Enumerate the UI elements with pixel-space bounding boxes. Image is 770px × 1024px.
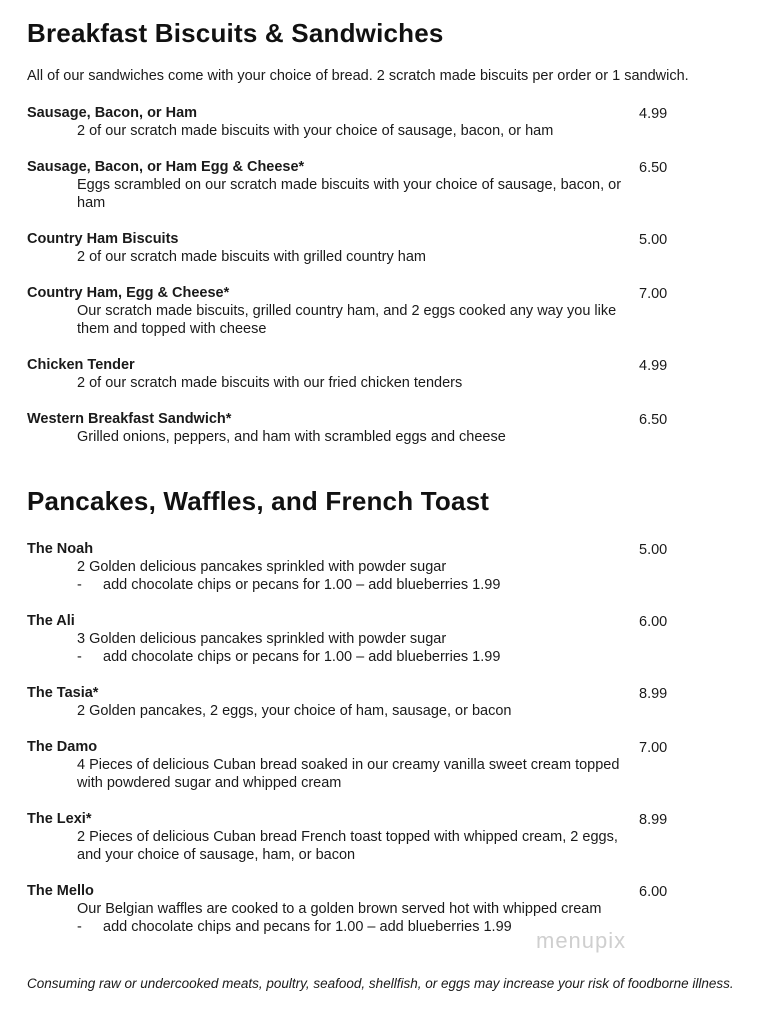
menu-item	[27, 810, 707, 864]
item-price: 7.00	[639, 740, 668, 756]
item-price: 4.99	[639, 106, 668, 122]
item-price: 6.50	[639, 160, 668, 176]
section-intro: All of our sandwiches come with your choice of bread. 2 scratch made biscuits per order or 1 sandwich.	[27, 68, 689, 84]
item-price: 6.00	[639, 884, 668, 900]
item-price: 4.99	[639, 358, 668, 374]
menu-item	[27, 684, 707, 720]
item-name: Country Ham Biscuits	[27, 231, 179, 247]
item-price: 5.00	[639, 542, 668, 558]
menu-item	[27, 612, 707, 666]
item-name: Chicken Tender	[27, 357, 135, 373]
item-price: 8.99	[639, 686, 668, 702]
item-name: Sausage, Bacon, or Ham	[27, 105, 198, 121]
menu-item	[27, 410, 707, 446]
addon-text: add chocolate chips or pecans for 1.00 – add blueberries 1.99	[103, 649, 501, 665]
item-name: Western Breakfast Sandwich*	[27, 411, 232, 427]
item-price: 8.99	[639, 812, 668, 828]
addon-dash: -	[77, 649, 82, 665]
item-name: The Noah	[27, 541, 94, 557]
item-name: The Damo	[27, 739, 98, 755]
item-description: 2 Golden pancakes, 2 eggs, your choice of ham, sausage, or bacon	[77, 703, 512, 719]
section-title-pancakes: Pancakes, Waffles, and French Toast	[27, 486, 490, 516]
menu-item	[27, 104, 707, 140]
item-price: 6.50	[639, 412, 668, 428]
item-price: 7.00	[639, 286, 668, 302]
item-name: The Mello	[27, 883, 94, 899]
item-description: 3 Golden delicious pancakes sprinkled with powder sugar	[77, 631, 447, 647]
addon-text: add chocolate chips or pecans for 1.00 – add blueberries 1.99	[103, 577, 501, 593]
item-description: 2 of our scratch made biscuits with grilled country ham	[77, 249, 426, 265]
addon-dash: -	[77, 577, 82, 593]
item-name: The Lexi*	[27, 811, 92, 827]
item-price: 6.00	[639, 614, 668, 630]
menu-item	[27, 284, 707, 338]
item-description: 2 Pieces of delicious Cuban bread French toast topped with whipped cream, 2 eggs, and your choice of sausage, ham, or bacon	[77, 829, 618, 863]
addon-text: add chocolate chips and pecans for 1.00 – add blueberries 1.99	[103, 919, 512, 935]
menu-item	[27, 738, 707, 792]
item-name: The Tasia*	[27, 685, 99, 701]
watermark-logo: menupix	[536, 928, 627, 953]
menu-item	[27, 158, 707, 212]
menu-item	[27, 356, 707, 392]
item-description: 4 Pieces of delicious Cuban bread soaked in our creamy vanilla sweet cream topped with powdered sugar and whipped cream	[77, 757, 620, 791]
menu-item	[27, 540, 707, 594]
item-addon	[77, 576, 707, 594]
item-name: Country Ham, Egg & Cheese*	[27, 285, 230, 301]
item-description: Grilled onions, peppers, and ham with scrambled eggs and cheese	[77, 429, 506, 445]
item-price: 5.00	[639, 232, 668, 248]
item-name: The Ali	[27, 613, 75, 629]
item-description: 2 Golden delicious pancakes sprinkled with powder sugar	[77, 559, 447, 575]
section-title-biscuits: Breakfast Biscuits & Sandwiches	[27, 18, 444, 48]
addon-dash: -	[77, 919, 82, 935]
item-description: Our scratch made biscuits, grilled country ham, and 2 eggs cooked any way you like them and topped with cheese	[77, 303, 617, 337]
item-name: Sausage, Bacon, or Ham Egg & Cheese*	[27, 159, 305, 175]
item-description: 2 of our scratch made biscuits with your choice of sausage, bacon, or ham	[77, 123, 554, 139]
menu-item	[27, 230, 707, 266]
item-description: 2 of our scratch made biscuits with our fried chicken tenders	[77, 375, 463, 391]
item-addon	[77, 648, 707, 666]
item-description: Our Belgian waffles are cooked to a golden brown served hot with whipped cream	[77, 901, 602, 917]
food-safety-disclaimer: Consuming raw or undercooked meats, poultry, seafood, shellfish, or eggs may increase your risk of foodborne illness.	[27, 976, 734, 991]
item-description: Eggs scrambled on our scratch made biscuits with your choice of sausage, bacon, or ham	[77, 177, 622, 211]
